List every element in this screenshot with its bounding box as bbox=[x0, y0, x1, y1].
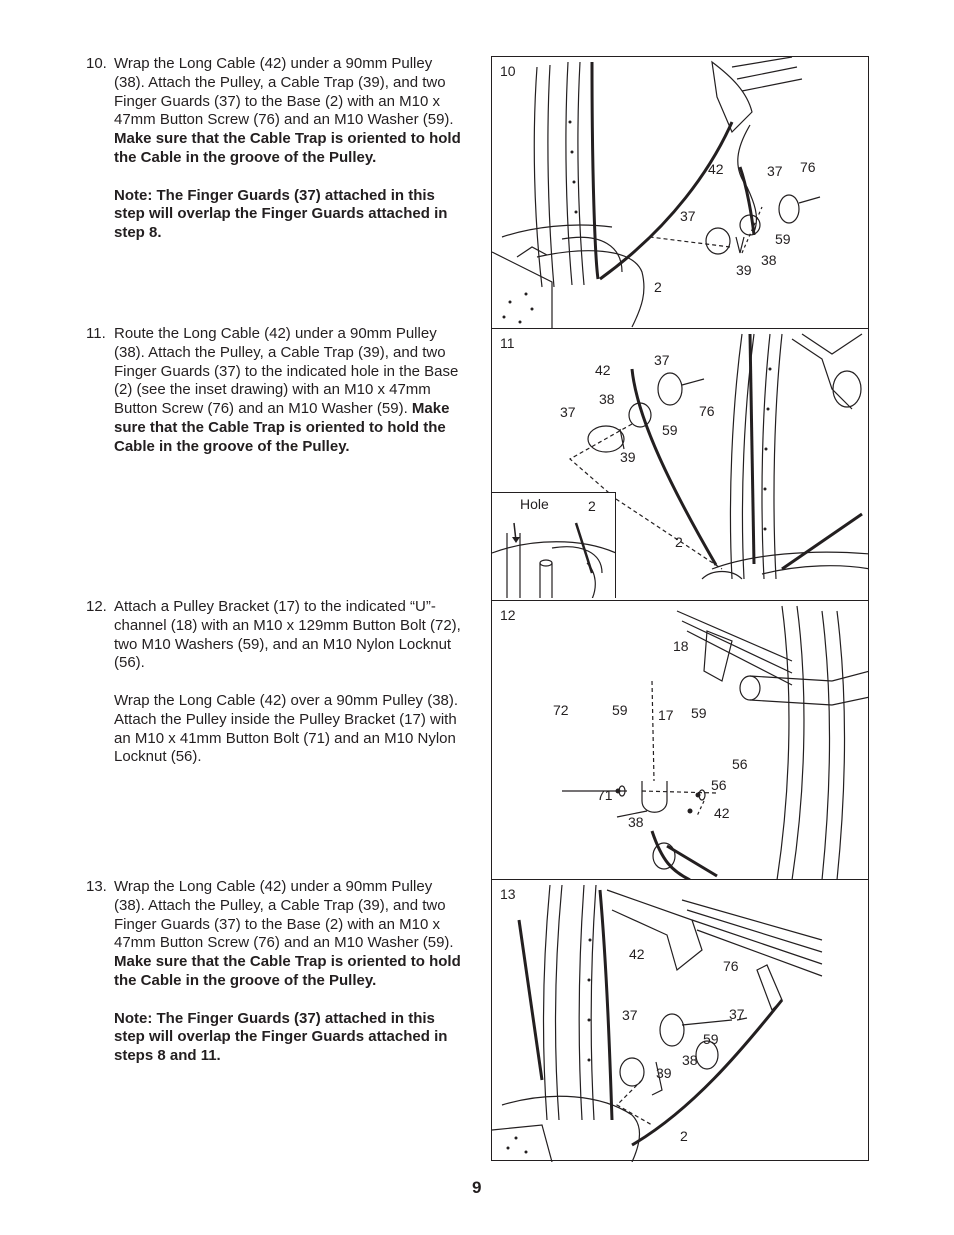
part-callout: 2 bbox=[675, 534, 683, 550]
part-callout: 37 bbox=[654, 352, 670, 368]
step-instruction: Route the Long Cable (42) under a 90mm Pulley (38). Attach the Pulley, a Cable Trap (39), and two Finger Guards (37) to the indicated hole in the Base (2) (see the inset drawing) with an M10 x 47mm Button Screw (76) and an M10 Washer (59). Make sure that the Cable Trap is oriented to hold the Cable in the groove of the Pulley. bbox=[114, 325, 459, 455]
assembly-drawing-10 bbox=[492, 57, 868, 329]
part-callout: 42 bbox=[595, 362, 611, 378]
inset-detail bbox=[492, 493, 616, 598]
figure-step-13 bbox=[492, 880, 868, 1162]
part-callout: 37 bbox=[729, 1006, 745, 1022]
part-callout: 39 bbox=[656, 1065, 672, 1081]
hole-label: Hole bbox=[520, 496, 549, 512]
inset-drawing bbox=[492, 492, 616, 598]
part-callout: 59 bbox=[612, 702, 628, 718]
part-callout: 37 bbox=[767, 163, 783, 179]
figure-step-11 bbox=[492, 329, 868, 601]
step-11 bbox=[86, 325, 466, 457]
part-callout: 76 bbox=[699, 403, 715, 419]
part-callout: 17 bbox=[658, 707, 674, 723]
part-callout: 39 bbox=[620, 449, 636, 465]
part-callout: 71 bbox=[597, 787, 613, 803]
step-note: Note: The Finger Guards (37) attached in this step will overlap the Finger Guards attached in steps 8 and 11. bbox=[114, 1009, 448, 1065]
figure-step-label: 12 bbox=[500, 607, 516, 623]
part-callout: 38 bbox=[599, 391, 615, 407]
step-number: 12. bbox=[86, 598, 107, 615]
part-callout: 37 bbox=[560, 404, 576, 420]
part-callout: 37 bbox=[622, 1007, 638, 1023]
step-number: 10. bbox=[86, 55, 107, 72]
figure-step-label: 13 bbox=[500, 886, 516, 902]
step-13 bbox=[86, 878, 466, 1066]
part-callout: 38 bbox=[628, 814, 644, 830]
part-callout: 38 bbox=[761, 252, 777, 268]
part-callout: 56 bbox=[732, 756, 748, 772]
figure-step-label: 10 bbox=[500, 63, 516, 79]
step-instruction-2: Wrap the Long Cable (42) over a 90mm Pulley (38). Attach the Pulley inside the Pulley Bracket (17) with an M10 x 41mm Button Bolt (71) and an M10 Nylon Locknut (56). bbox=[114, 691, 459, 766]
part-callout: 76 bbox=[723, 958, 739, 974]
figure-step-12 bbox=[492, 601, 868, 880]
assembly-drawing-13 bbox=[492, 880, 868, 1162]
part-callout: 38 bbox=[682, 1052, 698, 1068]
figure-column bbox=[491, 56, 869, 1161]
step-note: Note: The Finger Guards (37) attached in this step will overlap the Finger Guards attached in step 8. bbox=[114, 186, 448, 242]
part-callout: 76 bbox=[800, 159, 816, 175]
part-callout: 18 bbox=[673, 638, 689, 654]
step-instruction: Attach a Pulley Bracket (17) to the indicated “U”-channel (18) with an M10 x 129mm Button Bolt (72), two M10 Washers (59), and an M10 Nylon Locknut (56). bbox=[114, 598, 461, 672]
step-number: 11. bbox=[86, 325, 106, 342]
part-callout: 37 bbox=[680, 208, 696, 224]
step-12 bbox=[86, 598, 466, 767]
part-callout: 39 bbox=[736, 262, 752, 278]
part-callout: 72 bbox=[553, 702, 569, 718]
page-number: 9 bbox=[472, 1178, 482, 1197]
part-callout: 56 bbox=[711, 777, 727, 793]
part-callout: 42 bbox=[714, 805, 730, 821]
step-number: 13. bbox=[86, 878, 107, 895]
figure-step-label: 11 bbox=[500, 335, 515, 351]
step-instruction: Wrap the Long Cable (42) under a 90mm Pulley (38). Attach the Pulley, a Cable Trap (39), and two Finger Guards (37) to the Base (2) with an M10 x 47mm Button Screw (76) and an M10 Washer (59). Make sure that the Cable Trap is oriented to hold the Cable in the groove of the Pulley. bbox=[114, 55, 461, 166]
part-callout: 59 bbox=[691, 705, 707, 721]
part-callout: 59 bbox=[703, 1031, 719, 1047]
part-callout: 59 bbox=[775, 231, 791, 247]
figure-step-10 bbox=[492, 57, 868, 329]
part-callout: 42 bbox=[708, 161, 724, 177]
part-callout: 42 bbox=[629, 946, 645, 962]
part-callout: 2 bbox=[654, 279, 662, 295]
part-callout: 2 bbox=[588, 498, 596, 514]
step-10 bbox=[86, 55, 466, 243]
part-callout: 2 bbox=[680, 1128, 688, 1144]
step-instruction: Wrap the Long Cable (42) under a 90mm Pulley (38). Attach the Pulley, a Cable Trap (39), and two Finger Guards (37) to the Base (2) with an M10 x 47mm Button Screw (76) and an M10 Washer (59). Make sure that the Cable Trap is oriented to hold the Cable in the groove of the Pulley. bbox=[114, 878, 461, 989]
part-callout: 59 bbox=[662, 422, 678, 438]
